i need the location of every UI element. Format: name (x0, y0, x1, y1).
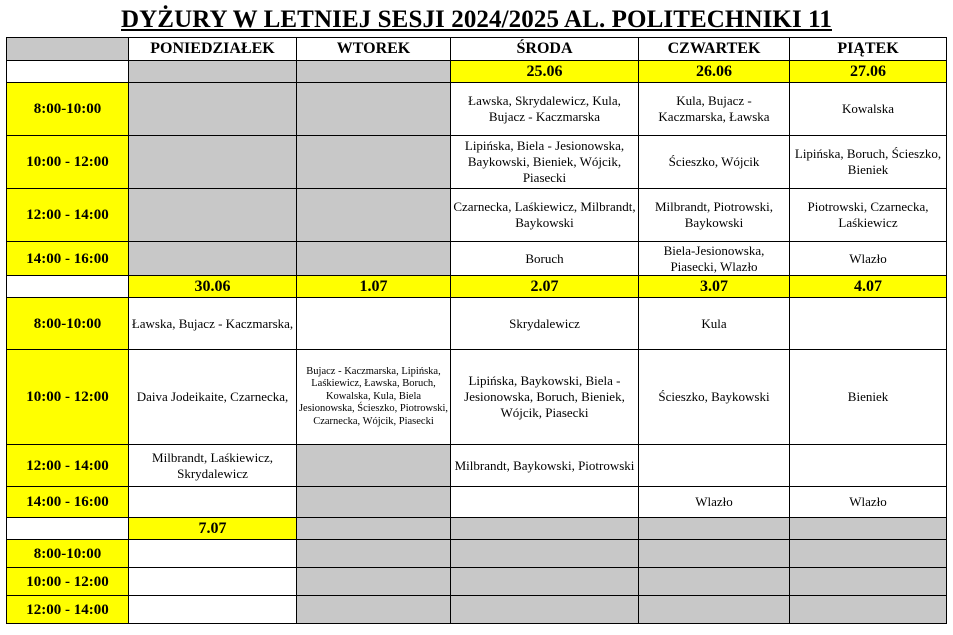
duty-cell (451, 487, 639, 518)
day-header: CZWARTEK (639, 38, 790, 61)
duty-cell: Ławska, Bujacz - Kaczmarska, (129, 298, 297, 350)
duty-cell (129, 83, 297, 136)
duty-cell (790, 540, 947, 568)
time-slot-label: 10:00 - 12:00 (7, 136, 129, 189)
duty-cell: Ścieszko, Wójcik (639, 136, 790, 189)
duty-cell (790, 298, 947, 350)
date-row-label (7, 518, 129, 540)
duty-cell: Piotrowski, Czarnecka, Laśkiewicz (790, 189, 947, 242)
day-header: ŚRODA (451, 38, 639, 61)
date-cell (790, 518, 947, 540)
duty-cell: Milbrandt, Laśkiewicz, Skrydalewicz (129, 445, 297, 487)
duty-cell: Biela-Jesionowska, Piasecki, Wlazło (639, 242, 790, 276)
duty-cell (297, 242, 451, 276)
date-cell (297, 61, 451, 83)
time-slot-label: 10:00 - 12:00 (7, 568, 129, 596)
date-cell: 27.06 (790, 61, 947, 83)
date-row (7, 518, 947, 540)
date-cell: 4.07 (790, 276, 947, 298)
duty-cell: Skrydalewicz (451, 298, 639, 350)
duty-cell (639, 568, 790, 596)
duty-cell (297, 298, 451, 350)
duty-cell: Wlazło (790, 242, 947, 276)
duty-schedule-table (6, 37, 947, 624)
duty-cell: Kula, Bujacz - Kaczmarska, Ławska (639, 83, 790, 136)
duty-cell (790, 596, 947, 624)
duty-cell: Lipińska, Boruch, Ścieszko, Bieniek (790, 136, 947, 189)
date-cell (451, 518, 639, 540)
duty-cell (129, 596, 297, 624)
duty-cell (451, 596, 639, 624)
duty-cell (129, 242, 297, 276)
duty-cell (639, 540, 790, 568)
time-slot-row (7, 242, 947, 276)
date-cell: 25.06 (451, 61, 639, 83)
duty-cell (129, 568, 297, 596)
date-cell: 1.07 (297, 276, 451, 298)
time-slot-label: 12:00 - 14:00 (7, 189, 129, 242)
date-cell: 2.07 (451, 276, 639, 298)
duty-cell: Lipińska, Baykowski, Biela - Jesionowska, Boruch, Bieniek, Wójcik, Piasecki (451, 350, 639, 445)
time-slot-row (7, 540, 947, 568)
time-slot-row (7, 83, 947, 136)
time-slot-label: 10:00 - 12:00 (7, 350, 129, 445)
duty-cell (129, 136, 297, 189)
duty-cell (639, 445, 790, 487)
duty-cell (639, 596, 790, 624)
duty-cell (297, 83, 451, 136)
date-row (7, 61, 947, 83)
date-cell: 30.06 (129, 276, 297, 298)
duty-cell: Kowalska (790, 83, 947, 136)
duty-cell (129, 189, 297, 242)
date-cell (639, 518, 790, 540)
corner-cell (7, 38, 129, 61)
duty-cell (297, 136, 451, 189)
time-slot-row (7, 350, 947, 445)
duty-cell (297, 596, 451, 624)
duty-cell: Ławska, Skrydalewicz, Kula, Bujacz - Kaczmarska (451, 83, 639, 136)
duty-cell (297, 445, 451, 487)
duty-cell: Bujacz - Kaczmarska, Lipińska, Laśkiewicz, Ławska, Boruch, Kowalska, Kula, Biela Jesionowska, Ścieszko, Piotrowski, Czarnecka, Wójcik, Piasecki (297, 350, 451, 445)
duty-cell (129, 540, 297, 568)
duty-cell: Boruch (451, 242, 639, 276)
date-cell: 3.07 (639, 276, 790, 298)
time-slot-row (7, 487, 947, 518)
duty-cell: Wlazło (790, 487, 947, 518)
duty-cell (790, 445, 947, 487)
time-slot-row (7, 136, 947, 189)
duty-cell (297, 487, 451, 518)
duty-cell (129, 487, 297, 518)
date-row-label (7, 276, 129, 298)
duty-cell: Milbrandt, Piotrowski, Baykowski (639, 189, 790, 242)
time-slot-label: 12:00 - 14:00 (7, 596, 129, 624)
duty-cell (451, 540, 639, 568)
time-slot-row (7, 298, 947, 350)
duty-cell: Czarnecka, Laśkiewicz, Milbrandt, Baykowski (451, 189, 639, 242)
time-slot-label: 14:00 - 16:00 (7, 242, 129, 276)
duty-cell (451, 568, 639, 596)
date-cell (129, 61, 297, 83)
time-slot-row (7, 596, 947, 624)
duty-cell: Daiva Jodeikaite, Czarnecka, (129, 350, 297, 445)
time-slot-row (7, 445, 947, 487)
day-header: PONIEDZIAŁEK (129, 38, 297, 61)
duty-cell (297, 189, 451, 242)
day-header: WTOREK (297, 38, 451, 61)
date-cell: 26.06 (639, 61, 790, 83)
time-slot-label: 8:00-10:00 (7, 83, 129, 136)
date-cell (297, 518, 451, 540)
duty-cell: Milbrandt, Baykowski, Piotrowski (451, 445, 639, 487)
day-header-row (7, 38, 947, 61)
duty-cell: Kula (639, 298, 790, 350)
date-cell: 7.07 (129, 518, 297, 540)
page-title: DYŻURY W LETNIEJ SESJI 2024/2025 AL. POLITECHNIKI 11 (121, 6, 832, 33)
duty-cell: Bieniek (790, 350, 947, 445)
date-row (7, 276, 947, 298)
time-slot-label: 14:00 - 16:00 (7, 487, 129, 518)
day-header: PIĄTEK (790, 38, 947, 61)
time-slot-label: 8:00-10:00 (7, 298, 129, 350)
duty-cell (297, 540, 451, 568)
time-slot-row (7, 189, 947, 242)
duty-cell: Lipińska, Biela - Jesionowska, Baykowski, Bieniek, Wójcik, Piasecki (451, 136, 639, 189)
duty-cell: Ścieszko, Baykowski (639, 350, 790, 445)
time-slot-label: 8:00-10:00 (7, 540, 129, 568)
duty-cell: Wlazło (639, 487, 790, 518)
date-row-label (7, 61, 129, 83)
duty-cell (297, 568, 451, 596)
duty-cell (790, 568, 947, 596)
time-slot-label: 12:00 - 14:00 (7, 445, 129, 487)
time-slot-row (7, 568, 947, 596)
